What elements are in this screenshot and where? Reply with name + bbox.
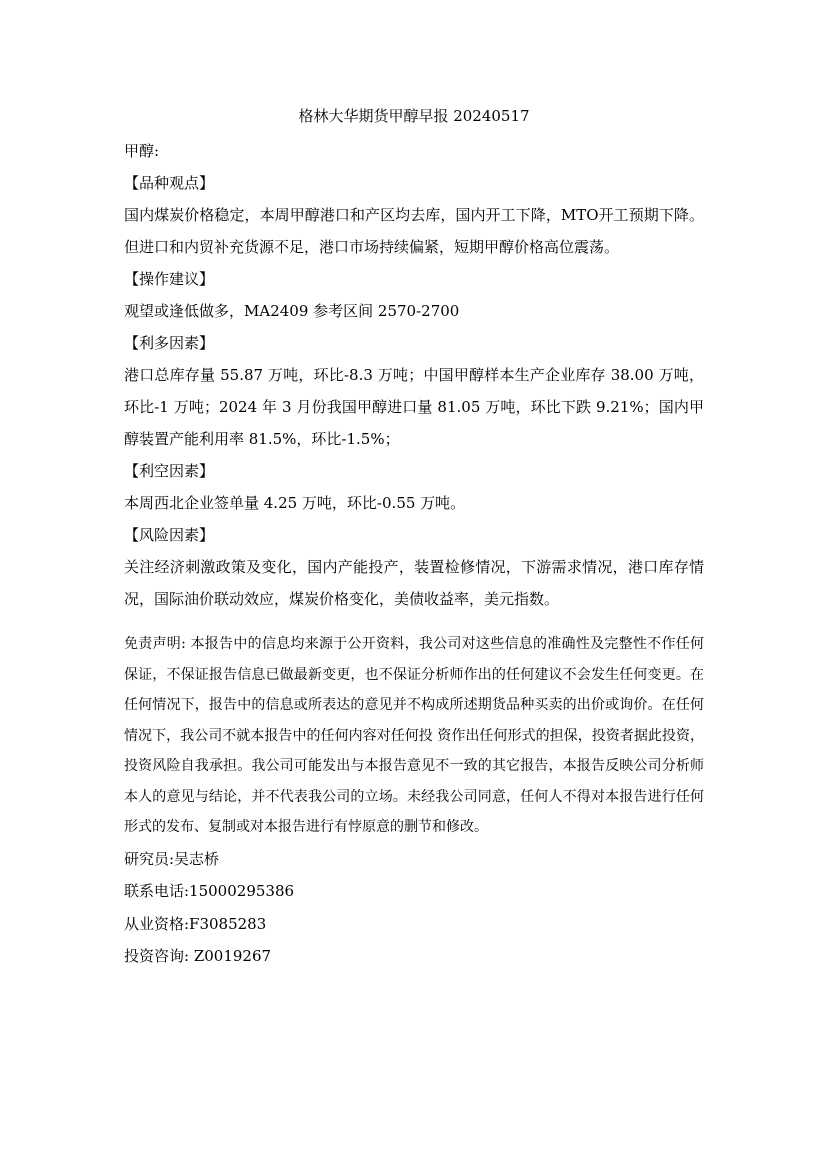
section-heading-bearish: 【利空因素】 (124, 462, 215, 480)
section-suggestion (124, 263, 704, 327)
qualification-number: 从业资格:F3085283 (124, 914, 267, 933)
commodity-label: 甲醇: (124, 142, 160, 160)
disclaimer-text: 免责声明: 本报告中的信息均来源于公开资料，我公司对这些信息的准确性及完整性不作任何保证，不保证报告信息已做最新变更，也不保证分析师作出的任何建议不会发生任何变更。在任何情况下，报告中的信息或所表达的意见并不构成所述期货品种买卖的出价或询价。在任何情况下，我公司不就本报告中的任何内容对任何投 资作出任何形式的担保，投资者据此投资，投资风险自我承担。我公司可能发出与本报告意见不一致的其它报告，本报告反映公司分析师本人的意见与结论，并不代表我公司的立场。未经我公司同意，任何人不得对本报告进行任何形式的发布、复制或对本报告进行有悖原意的删节和修改。 (124, 636, 704, 835)
consulting-number: 投资咨询: Z0019267 (124, 947, 272, 965)
section-body-bearish: 本周西北企业签单量 4.25 万吨，环比-0.55 万吨。 (124, 494, 466, 512)
section-risk (124, 519, 704, 615)
section-bearish (124, 455, 704, 519)
section-heading-risk: 【风险因素】 (124, 526, 215, 544)
section-body-risk: 关注经济刺激政策及变化，国内产能投产，装置检修情况，下游需求情况，港口库存情况，国际油价联动效应，煤炭价格变化，美债收益率，美元指数。 (124, 558, 704, 608)
contact-phone: 联系电话:15000295386 (124, 882, 295, 900)
section-body-bullish: 港口总库存量 55.87 万吨，环比-8.3 万吨；中国甲醇样本生产企业库存 38.00 万吨，环比-1 万吨；2024 年 3 月份我国甲醇进口量 81.05 万吨，环比下跌 9.21%；国内甲醇装置产能利用率 81.5%，环比-1.5%； (124, 366, 704, 448)
contact-block (124, 843, 704, 973)
report-page (124, 98, 704, 973)
section-heading-viewpoint: 【品种观点】 (124, 174, 215, 192)
section-viewpoint (124, 167, 704, 263)
section-body-suggestion: 观望或逢低做多，MA2409 参考区间 2570-2700 (124, 302, 460, 320)
section-bullish (124, 327, 704, 455)
report-title: 格林大华期货甲醇早报 20240517 (298, 107, 530, 125)
section-body-viewpoint: 国内煤炭价格稳定，本周甲醇港口和产区均去库，国内开工下降，MTO开工预期下降。但进口和内贸补充货源不足，港口市场持续偏紧，短期甲醇价格高位震荡。 (124, 206, 704, 256)
section-heading-bullish: 【利多因素】 (124, 334, 215, 352)
section-heading-suggestion: 【操作建议】 (124, 270, 215, 288)
researcher-name: 研究员:吴志桥 (124, 849, 220, 868)
